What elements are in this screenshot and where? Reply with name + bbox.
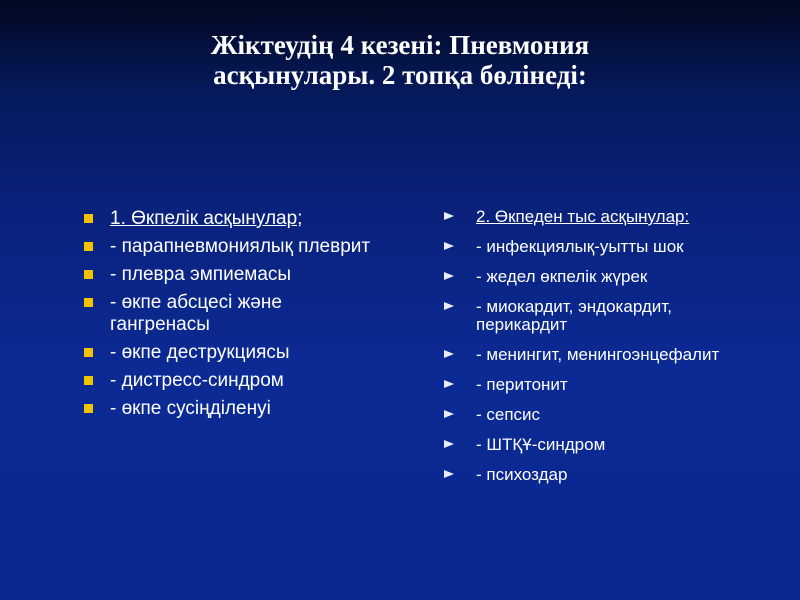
right-item-text: - миокардит, эндокардит, перикардит xyxy=(476,297,672,334)
right-heading-text: 2. Өкпеден тыс асқынулар: xyxy=(476,207,690,226)
right-item-text: - сепсис xyxy=(476,405,541,424)
arrow-bullet-icon xyxy=(444,272,454,280)
square-bullet-icon xyxy=(84,270,93,279)
left-list-heading xyxy=(78,208,378,230)
right-list-item xyxy=(442,466,742,484)
left-item-text: - парапневмониялық плеврит xyxy=(110,236,371,257)
left-item-text: - плевра эмпиемасы xyxy=(110,264,292,285)
left-list xyxy=(78,208,378,420)
right-list-item xyxy=(442,406,742,424)
left-list-item xyxy=(78,342,378,364)
square-bullet-icon xyxy=(84,242,93,251)
right-list-item xyxy=(442,238,742,256)
arrow-bullet-icon xyxy=(444,242,454,250)
arrow-bullet-icon xyxy=(444,440,454,448)
left-list-item xyxy=(78,398,378,420)
right-list-item xyxy=(442,298,742,334)
slide-title xyxy=(0,30,800,90)
right-list xyxy=(442,208,742,484)
left-item-text: - өкпе сусіңділенуі xyxy=(110,398,271,419)
square-bullet-icon xyxy=(84,348,93,357)
arrow-bullet-icon xyxy=(444,470,454,478)
right-item-text: - менингит, менингоэнцефалит xyxy=(476,345,720,364)
right-item-text: - перитонит xyxy=(476,375,568,394)
square-bullet-icon xyxy=(84,376,93,385)
left-heading-text: 1. Өкпелік асқынулар; xyxy=(110,208,303,229)
square-bullet-icon xyxy=(84,404,93,413)
right-column xyxy=(442,208,742,496)
right-list-item xyxy=(442,436,742,454)
right-item-text: - ШТҚҰ-синдром xyxy=(476,435,606,454)
left-item-text: - өкпе деструкциясы xyxy=(110,342,290,363)
right-list-item xyxy=(442,346,742,364)
right-list-item xyxy=(442,268,742,286)
arrow-bullet-icon xyxy=(444,212,454,220)
square-bullet-icon xyxy=(84,214,93,223)
arrow-bullet-icon xyxy=(444,350,454,358)
slide-title-line-2: асқынулары. 2 топқа бөлінеді: xyxy=(213,60,587,90)
arrow-bullet-icon xyxy=(444,410,454,418)
right-list-heading xyxy=(442,208,742,226)
arrow-bullet-icon xyxy=(444,380,454,388)
square-bullet-icon xyxy=(84,298,93,307)
slide-title-line-1: Жіктеудің 4 кезені: Пневмония xyxy=(210,30,590,60)
left-list-item xyxy=(78,236,378,258)
right-list-item xyxy=(442,376,742,394)
arrow-bullet-icon xyxy=(444,302,454,310)
left-item-text: - өкпе абсцесі және гангренасы xyxy=(110,292,282,335)
left-column xyxy=(78,208,378,426)
left-list-item xyxy=(78,264,378,286)
right-item-text: - инфекциялық-уытты шок xyxy=(476,237,684,256)
right-item-text: - жедел өкпелік жүрек xyxy=(476,267,648,286)
left-item-text: - дистресс-синдром xyxy=(110,370,284,391)
left-list-item xyxy=(78,292,378,336)
left-list-item xyxy=(78,370,378,392)
right-item-text: - психоздар xyxy=(476,465,568,484)
